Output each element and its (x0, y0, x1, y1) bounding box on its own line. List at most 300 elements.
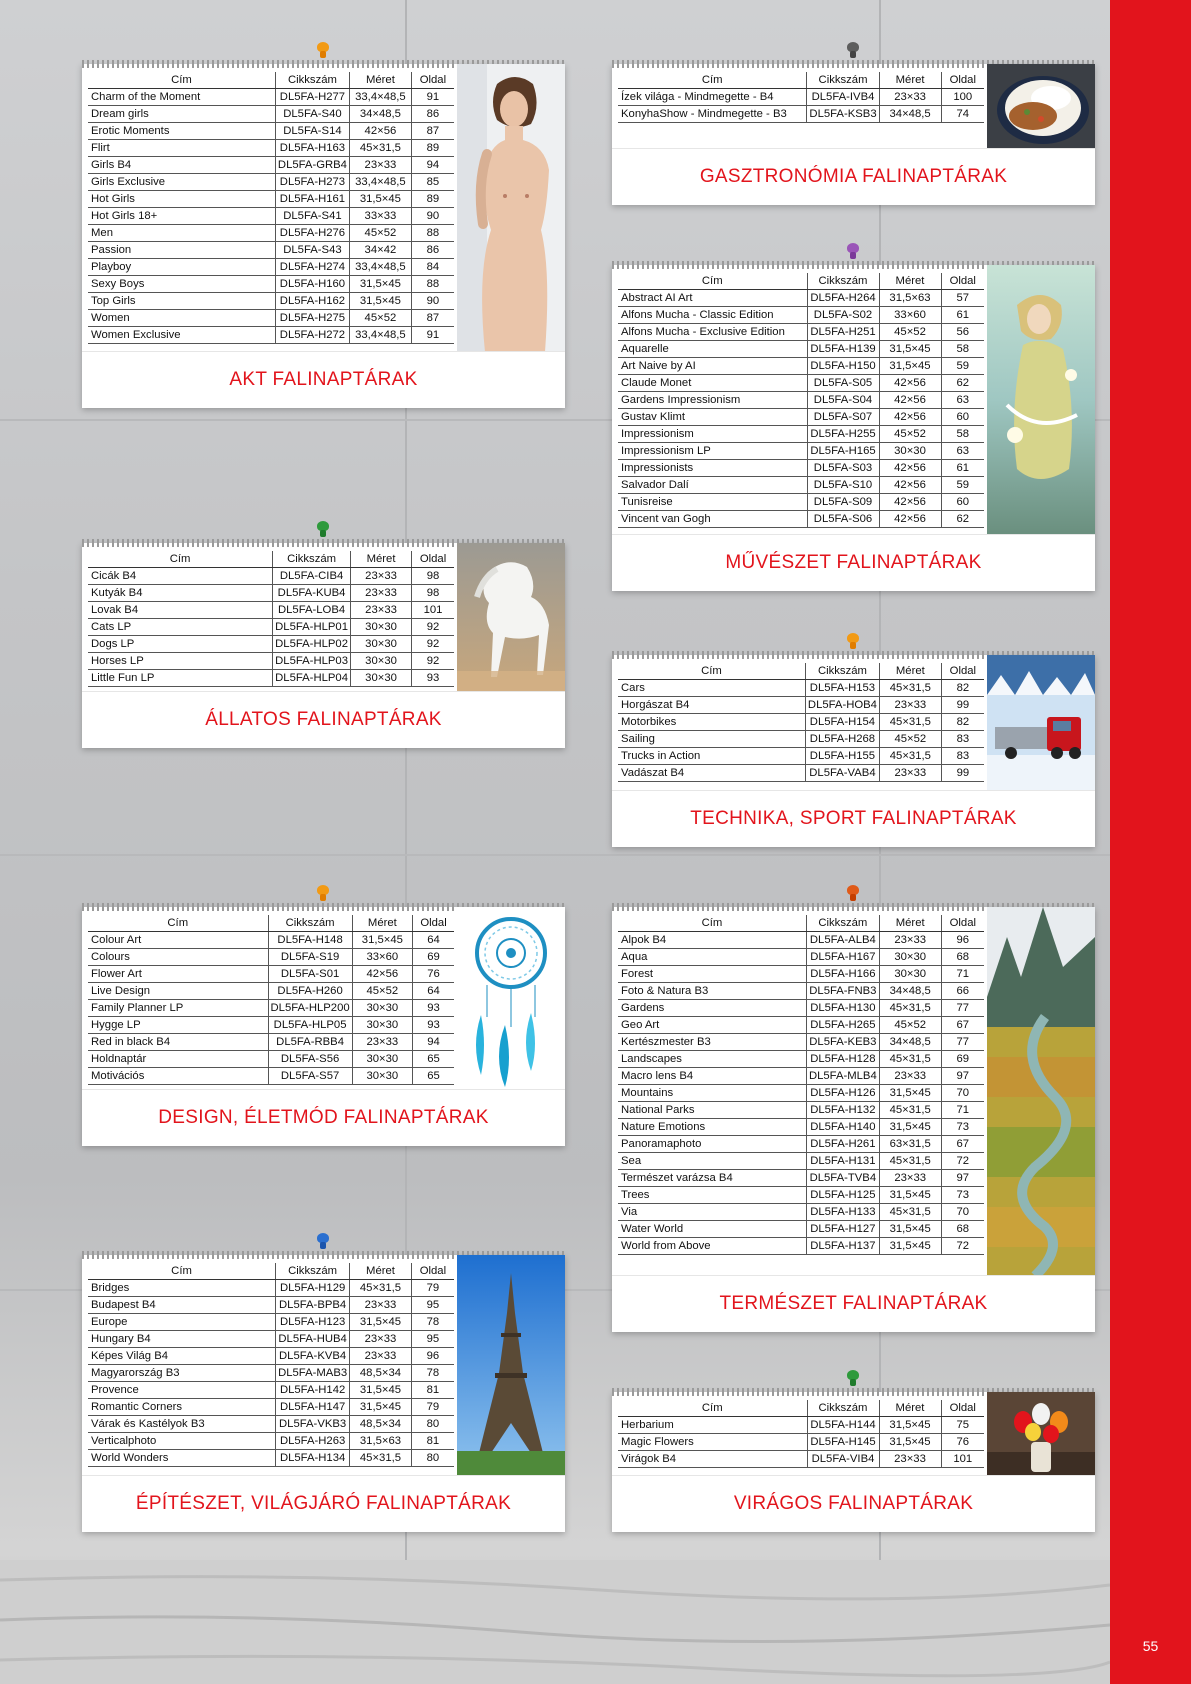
cell-title: Salvador Dalí (618, 477, 807, 494)
cell-page: 69 (941, 1051, 984, 1068)
cell-page: 73 (941, 1187, 984, 1204)
cell-page: 94 (413, 1034, 454, 1051)
cell-size: 31,5×45 (879, 1119, 941, 1136)
cell-page: 99 (941, 765, 984, 782)
cell-code: DL5FA-H132 (806, 1102, 879, 1119)
cell-title: Cicák B4 (88, 568, 273, 585)
cell-size: 23×33 (350, 1348, 412, 1365)
cell-size: 45×52 (879, 1017, 941, 1034)
cell-page: 93 (413, 1000, 454, 1017)
cell-size: 33×60 (879, 307, 941, 324)
cell-code: DL5FA-S09 (807, 494, 879, 511)
col-header-page: Oldal (412, 551, 454, 568)
cell-code: DL5FA-BPB4 (276, 1297, 350, 1314)
cell-page: 97 (941, 1068, 984, 1085)
table-row (88, 983, 454, 1000)
cell-size: 45×31,5 (879, 1102, 941, 1119)
table-row (618, 1170, 984, 1187)
cell-size: 30×30 (352, 1000, 412, 1017)
product-table (618, 1400, 984, 1468)
cell-title: Colours (88, 949, 268, 966)
calendar-card-termeszet (612, 907, 1095, 1332)
calendar-card-allatos (82, 543, 565, 748)
cell-title: Women Exclusive (88, 327, 275, 344)
table-row (618, 1187, 984, 1204)
cell-title: Motivációs (88, 1068, 268, 1085)
table-row (88, 208, 454, 225)
pushpin-icon (846, 42, 860, 60)
pushpin-icon (846, 885, 860, 903)
table-row (618, 477, 984, 494)
cell-code: DL5FA-H261 (806, 1136, 879, 1153)
cell-page: 94 (411, 157, 454, 174)
cell-code: DL5FA-S02 (807, 307, 879, 324)
col-header-page: Oldal (413, 915, 454, 932)
cell-page: 68 (941, 949, 984, 966)
cell-size: 45×31,5 (879, 1153, 941, 1170)
cell-title: Hot Girls 18+ (88, 208, 275, 225)
table-row (88, 619, 454, 636)
cell-title: Trucks in Action (618, 748, 805, 765)
cell-title: Természet varázsa B4 (618, 1170, 806, 1187)
col-header-code: Cikkszám (275, 72, 349, 89)
cell-size: 31,5×45 (350, 1314, 412, 1331)
cell-page: 58 (941, 426, 984, 443)
cell-title: Top Girls (88, 293, 275, 310)
cell-title: Art Naive by AI (618, 358, 807, 375)
cell-size: 33,4×48,5 (349, 89, 411, 106)
cell-title: Horses LP (88, 653, 273, 670)
cell-title: Lovak B4 (88, 602, 273, 619)
table-row (88, 932, 454, 949)
cell-code: DL5FA-H148 (268, 932, 352, 949)
cell-code: DL5FA-H162 (275, 293, 349, 310)
col-header-size: Méret (350, 1263, 412, 1280)
cell-page: 95 (411, 1297, 454, 1314)
cell-page: 84 (411, 259, 454, 276)
table-row (88, 1051, 454, 1068)
cell-size: 33,4×48,5 (349, 174, 411, 191)
cell-title: Impressionism (618, 426, 807, 443)
cell-page: 93 (413, 1017, 454, 1034)
cell-code: DL5FA-KEB3 (806, 1034, 879, 1051)
table-row (88, 1348, 454, 1365)
cell-page: 92 (412, 619, 454, 636)
cell-size: 23×33 (879, 1451, 941, 1468)
cell-size: 45×31,5 (879, 1204, 941, 1221)
cell-size: 42×56 (352, 966, 412, 983)
table-row (88, 225, 454, 242)
table-row (88, 1068, 454, 1085)
cell-size: 48,5×34 (350, 1365, 412, 1382)
cell-page: 85 (411, 174, 454, 191)
cell-title: Sexy Boys (88, 276, 275, 293)
cell-size: 45×52 (349, 310, 411, 327)
calendar-card-akt (82, 64, 565, 408)
cell-page: 70 (941, 1204, 984, 1221)
table-row (618, 89, 984, 106)
col-header-title: Cím (618, 663, 805, 680)
cell-page: 74 (941, 106, 984, 123)
cell-code: DL5FA-H147 (276, 1399, 350, 1416)
cell-size: 34×48,5 (349, 106, 411, 123)
cell-code: DL5FA-H155 (805, 748, 879, 765)
cell-code: DL5FA-H126 (806, 1085, 879, 1102)
cell-code: DL5FA-HUB4 (276, 1331, 350, 1348)
section-caption: DESIGN, ÉLETMÓD FALINAPTÁRAK (82, 1089, 565, 1146)
cell-size: 45×31,5 (350, 1280, 412, 1297)
cover-photo-tulips (987, 1392, 1095, 1476)
cell-code: DL5FA-KSB3 (807, 106, 879, 123)
cell-page: 86 (411, 242, 454, 259)
table-row (618, 307, 984, 324)
col-header-code: Cikkszám (807, 1400, 879, 1417)
table-row (618, 511, 984, 528)
cell-title: Foto & Natura B3 (618, 983, 806, 1000)
cell-code: DL5FA-H134 (276, 1450, 350, 1467)
cell-size: 23×33 (350, 1331, 412, 1348)
cell-size: 30×30 (879, 966, 941, 983)
cell-size: 23×33 (879, 1170, 941, 1187)
table-row (618, 426, 984, 443)
table-row (88, 293, 454, 310)
calendar-card-gasztronomia (612, 64, 1095, 205)
cell-code: DL5FA-S10 (807, 477, 879, 494)
table-row (88, 157, 454, 174)
table-row (88, 123, 454, 140)
cell-size: 33×60 (352, 949, 412, 966)
cell-size: 33,4×48,5 (349, 259, 411, 276)
cell-code: DL5FA-H272 (275, 327, 349, 344)
cell-code: DL5FA-H255 (807, 426, 879, 443)
cell-code: DL5FA-HLP05 (268, 1017, 352, 1034)
cell-page: 57 (941, 290, 984, 307)
table-row (618, 983, 984, 1000)
cell-size: 31,5×45 (879, 1187, 941, 1204)
cell-title: Vadászat B4 (618, 765, 805, 782)
cell-page: 98 (412, 568, 454, 585)
col-header-page: Oldal (941, 663, 984, 680)
table-row (618, 949, 984, 966)
cell-title: Passion (88, 242, 275, 259)
col-header-page: Oldal (941, 273, 984, 290)
cell-title: Landscapes (618, 1051, 806, 1068)
cell-title: Gustav Klimt (618, 409, 807, 426)
cell-code: DL5FA-HLP03 (273, 653, 351, 670)
cell-title: Europe (88, 1314, 276, 1331)
cell-title: World Wonders (88, 1450, 276, 1467)
cell-code: DL5FA-ALB4 (806, 932, 879, 949)
cell-page: 75 (941, 1417, 984, 1434)
table-row (88, 140, 454, 157)
cell-size: 30×30 (350, 619, 411, 636)
table-row (88, 1280, 454, 1297)
cell-size: 23×33 (879, 89, 941, 106)
cell-size: 42×56 (879, 511, 941, 528)
cell-page: 80 (411, 1450, 454, 1467)
table-row (88, 966, 454, 983)
cell-page: 87 (411, 310, 454, 327)
cell-page: 76 (941, 1434, 984, 1451)
cell-page: 82 (941, 680, 984, 697)
cell-size: 45×31,5 (879, 1000, 941, 1017)
table-row (88, 1034, 454, 1051)
cell-code: DL5FA-H275 (275, 310, 349, 327)
cell-size: 45×52 (879, 426, 941, 443)
cover-photo-eiffel-tower (457, 1255, 565, 1476)
cell-code: DL5FA-HLP04 (273, 670, 351, 687)
cell-page: 81 (411, 1382, 454, 1399)
cell-size: 23×33 (350, 1297, 412, 1314)
cell-code: DL5FA-H133 (806, 1204, 879, 1221)
cell-code: DL5FA-MAB3 (276, 1365, 350, 1382)
cell-title: Charm of the Moment (88, 89, 275, 106)
cell-size: 23×33 (350, 568, 411, 585)
cell-page: 101 (941, 1451, 984, 1468)
cell-title: Cats LP (88, 619, 273, 636)
cell-page: 62 (941, 375, 984, 392)
cell-size: 31,5×45 (879, 1434, 941, 1451)
cell-code: DL5FA-H265 (806, 1017, 879, 1034)
cell-page: 91 (411, 89, 454, 106)
pushpin-icon (316, 42, 330, 60)
table-row (88, 636, 454, 653)
cell-code: DL5FA-S41 (275, 208, 349, 225)
cell-page: 68 (941, 1221, 984, 1238)
cell-title: Budapest B4 (88, 1297, 276, 1314)
page-number: 55 (1142, 1638, 1159, 1654)
cell-size: 23×33 (879, 1068, 941, 1085)
cell-page: 66 (941, 983, 984, 1000)
cell-code: DL5FA-CIB4 (273, 568, 351, 585)
pushpin-icon (846, 243, 860, 261)
table-row (618, 697, 984, 714)
cell-size: 31,5×45 (349, 276, 411, 293)
cell-code: DL5FA-KVB4 (276, 1348, 350, 1365)
cell-code: DL5FA-H276 (275, 225, 349, 242)
cell-page: 92 (412, 653, 454, 670)
table-row (618, 1153, 984, 1170)
cell-page: 60 (941, 409, 984, 426)
table-row (88, 1000, 454, 1017)
cell-size: 31,5×45 (350, 1399, 412, 1416)
cell-title: Hot Girls (88, 191, 275, 208)
cell-title: Flower Art (88, 966, 268, 983)
cell-code: DL5FA-H130 (806, 1000, 879, 1017)
cell-title: Little Fun LP (88, 670, 273, 687)
cell-code: DL5FA-FNB3 (806, 983, 879, 1000)
product-table (618, 72, 984, 123)
cell-size: 23×33 (879, 765, 941, 782)
cover-photo-food (987, 64, 1095, 149)
table-row (618, 1119, 984, 1136)
cell-title: Live Design (88, 983, 268, 1000)
table-row (88, 89, 454, 106)
cell-title: Girls Exclusive (88, 174, 275, 191)
table-row (88, 310, 454, 327)
col-header-title: Cím (618, 915, 806, 932)
table-row (618, 1051, 984, 1068)
cell-page: 63 (941, 443, 984, 460)
cell-title: Horgászat B4 (618, 697, 805, 714)
cell-code: DL5FA-MLB4 (806, 1068, 879, 1085)
cell-title: Virágok B4 (618, 1451, 807, 1468)
cell-title: Women (88, 310, 275, 327)
cell-page: 78 (411, 1365, 454, 1382)
table-row (88, 653, 454, 670)
cell-page: 79 (411, 1280, 454, 1297)
table-row (88, 1399, 454, 1416)
section-caption: TERMÉSZET FALINAPTÁRAK (612, 1275, 1095, 1332)
table-row (618, 1434, 984, 1451)
col-header-size: Méret (350, 551, 411, 568)
cell-page: 89 (411, 140, 454, 157)
table-row (618, 106, 984, 123)
cell-title: Aqua (618, 949, 806, 966)
col-header-code: Cikkszám (276, 1263, 350, 1280)
cell-code: DL5FA-H153 (805, 680, 879, 697)
cell-code: DL5FA-HLP200 (268, 1000, 352, 1017)
section-caption: VIRÁGOS FALINAPTÁRAK (612, 1475, 1095, 1532)
col-header-title: Cím (618, 72, 807, 89)
cell-page: 70 (941, 1085, 984, 1102)
table-row (88, 259, 454, 276)
cell-title: Alfons Mucha - Exclusive Edition (618, 324, 807, 341)
cell-size: 42×56 (879, 477, 941, 494)
cell-page: 100 (941, 89, 984, 106)
table-row (88, 1433, 454, 1450)
cell-page: 71 (941, 966, 984, 983)
col-header-page: Oldal (411, 72, 454, 89)
cell-title: Vincent van Gogh (618, 511, 807, 528)
table-row (88, 191, 454, 208)
cell-size: 23×33 (350, 602, 411, 619)
table-row (618, 375, 984, 392)
cell-size: 63×31,5 (879, 1136, 941, 1153)
cell-page: 97 (941, 1170, 984, 1187)
cell-code: DL5FA-H129 (276, 1280, 350, 1297)
table-row (88, 106, 454, 123)
cell-page: 96 (411, 1348, 454, 1365)
col-header-page: Oldal (941, 1400, 984, 1417)
col-header-title: Cím (88, 1263, 276, 1280)
cell-size: 45×31,5 (879, 748, 941, 765)
cell-title: Romantic Corners (88, 1399, 276, 1416)
cell-size: 31,5×45 (879, 1417, 941, 1434)
cell-size: 30×30 (352, 1068, 412, 1085)
cell-page: 56 (941, 324, 984, 341)
cell-title: Erotic Moments (88, 123, 275, 140)
cell-code: DL5FA-H127 (806, 1221, 879, 1238)
cell-code: DL5FA-H140 (806, 1119, 879, 1136)
table-row (88, 949, 454, 966)
cell-code: DL5FA-H273 (275, 174, 349, 191)
cell-code: DL5FA-H268 (805, 731, 879, 748)
table-row (618, 1102, 984, 1119)
cell-size: 31,5×45 (879, 1085, 941, 1102)
cell-page: 87 (411, 123, 454, 140)
cell-code: DL5FA-H165 (807, 443, 879, 460)
cell-title: Tunisreise (618, 494, 807, 511)
cell-code: DL5FA-H144 (807, 1417, 879, 1434)
cell-size: 34×48,5 (879, 106, 941, 123)
cell-size: 31,5×45 (350, 1382, 412, 1399)
table-row (618, 1034, 984, 1051)
cell-title: KonyhaShow - Mindmegette - B3 (618, 106, 807, 123)
table-row (618, 966, 984, 983)
section-caption: TECHNIKA, SPORT FALINAPTÁRAK (612, 790, 1095, 847)
table-row (88, 1314, 454, 1331)
cell-page: 77 (941, 1000, 984, 1017)
cell-code: DL5FA-LOB4 (273, 602, 351, 619)
cell-title: Képes Világ B4 (88, 1348, 276, 1365)
col-header-title: Cím (618, 273, 807, 290)
cell-title: Várak és Kastélyok B3 (88, 1416, 276, 1433)
cell-page: 78 (411, 1314, 454, 1331)
col-header-code: Cikkszám (806, 915, 879, 932)
cell-code: DL5FA-H137 (806, 1238, 879, 1255)
cell-size: 30×30 (350, 636, 411, 653)
cell-size: 30×30 (352, 1051, 412, 1068)
cell-title: Girls B4 (88, 157, 275, 174)
cell-code: DL5FA-S01 (268, 966, 352, 983)
col-header-code: Cikkszám (807, 72, 879, 89)
cell-title: Claude Monet (618, 375, 807, 392)
cell-code: DL5FA-S05 (807, 375, 879, 392)
cell-page: 83 (941, 748, 984, 765)
section-caption: ÉPÍTÉSZET, VILÁGJÁRÓ FALINAPTÁRAK (82, 1475, 565, 1532)
cell-code: DL5FA-H263 (276, 1433, 350, 1450)
cell-title: Abstract AI Art (618, 290, 807, 307)
col-header-title: Cím (618, 1400, 807, 1417)
cell-size: 42×56 (879, 375, 941, 392)
table-row (618, 932, 984, 949)
cell-code: DL5FA-S06 (807, 511, 879, 528)
cell-code: DL5FA-HLP02 (273, 636, 351, 653)
cell-code: DL5FA-S57 (268, 1068, 352, 1085)
table-row (618, 765, 984, 782)
cell-page: 81 (411, 1433, 454, 1450)
section-caption: GASZTRONÓMIA FALINAPTÁRAK (612, 148, 1095, 205)
cell-code: DL5FA-H264 (807, 290, 879, 307)
cell-title: Colour Art (88, 932, 268, 949)
cell-code: DL5FA-GRB4 (275, 157, 349, 174)
cell-size: 42×56 (879, 409, 941, 426)
cell-title: Gardens Impressionism (618, 392, 807, 409)
cell-size: 33×33 (349, 208, 411, 225)
table-row (618, 324, 984, 341)
table-row (618, 748, 984, 765)
table-row (88, 1331, 454, 1348)
cell-title: Ízek világa - Mindmegette - B4 (618, 89, 807, 106)
table-row (618, 358, 984, 375)
pushpin-icon (316, 885, 330, 903)
cover-photo-horse (457, 543, 565, 692)
cell-title: Nature Emotions (618, 1119, 806, 1136)
cell-page: 101 (412, 602, 454, 619)
section-caption: MŰVÉSZET FALINAPTÁRAK (612, 534, 1095, 591)
cell-page: 72 (941, 1153, 984, 1170)
product-table (88, 72, 454, 344)
cell-page: 64 (413, 983, 454, 1000)
cell-title: Magyarország B3 (88, 1365, 276, 1382)
table-row (88, 568, 454, 585)
cell-code: DL5FA-H154 (805, 714, 879, 731)
cell-title: Holdnaptár (88, 1051, 268, 1068)
cell-code: DL5FA-S03 (807, 460, 879, 477)
table-row (88, 670, 454, 687)
cell-title: Impressionism LP (618, 443, 807, 460)
